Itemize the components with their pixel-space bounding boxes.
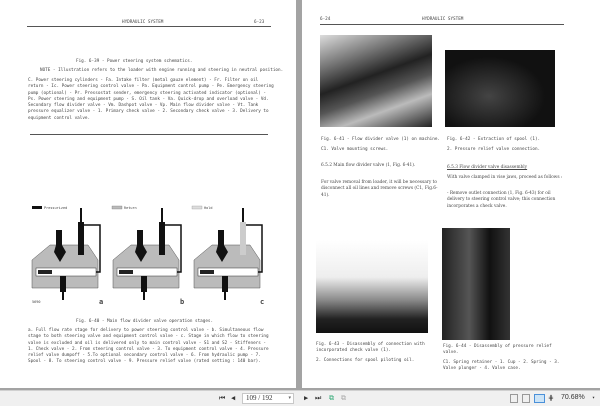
legend-return: Return [124,206,137,210]
page-header-title: HYDRAULIC SYSTEM [422,17,464,22]
continuous-view-icon[interactable] [522,394,530,403]
section-6-5-2-title: 6.5.2 Main flow divider valve (1, Fig. 6-41). [321,163,416,168]
viewer-toolbar [0,390,600,406]
diagram-ref: 5690 [32,300,41,304]
next-view-icon[interactable]: ⧉ [341,394,346,402]
fig-6-41-caption: Fig. 6-41 - Flow divider valve (1) on machine. [321,137,440,142]
next-page-icon[interactable]: ▶ [304,394,309,402]
figure-caption: Fig. 6-39 - Power steering system schematics. [76,59,193,64]
section-6-5-2-text: For valve removal from loader, it will be necessary to disconnect all oil lines and remove screws (C1, Fig.6-41). [321,180,438,198]
fig-6-44-caption: Fig. 6-44 - Disassembly of pressure relief valve. [443,344,552,356]
continuous-facing-view-icon[interactable]: ⋕ [548,394,554,402]
fig-6-42-caption: Fig. 6-42 - Extraction of spool (1). [447,137,541,142]
right-page [302,0,600,388]
chevron-down-icon[interactable]: ▾ [288,396,291,401]
section-6-5-3-text: With valve clamped in vise jaws, proceed as follows : [447,175,563,180]
note-text: NOTE - Illustration refers to the loader with engine running and steering in neutral position. [40,68,284,73]
valve-panel-c [194,208,262,300]
valve-panel-a [32,208,100,300]
zoom-level[interactable]: 70.68% [561,394,585,401]
single-page-view-icon[interactable] [510,394,518,403]
fig-6-43-text: 2. Connections for spool piloting oil. [316,358,415,363]
fig-6-41-text: C1. Valve mounting screws. [321,147,389,152]
panel-label-c: c [260,298,265,306]
zoom-dropdown-icon[interactable]: ▾ [592,395,596,401]
legend-hold: Hold [204,206,213,210]
section-6-5-3-title: 6.5.3 Flow divider valve disassembly [447,165,528,170]
panel-label-a: a [99,298,104,306]
previous-view-icon[interactable]: ⧉ [329,394,334,402]
page-header-title: HYDRAULIC SYSTEM [122,20,164,25]
photo-fig-6-44 [442,228,510,340]
previous-page-icon[interactable]: ◀ [231,394,236,402]
last-page-icon[interactable]: ⏭ [315,394,322,402]
legend-text: C. Power steering cylinders - Fa. Intake filter (metal gauze element) - Fr. Filter on oil return - Ic. Power steering control valve - Pa. Equipment control pump - Pe. Emergency steering pump (optional) - Pr. Pressostat sender, emergency steering activated indicator (optional) - Ps. Power steering and equipment pump - S. Oil tank - Va. Quick-drop and overload valve - Vd. Secondary flow divider valve - Vm. Dashpot valve - Vp. Main flow divider valve - Vt. Tank pressure equalizer valve - 1. Primary check valve - 2. Secondary check valve - 3. Delivery to equipment control valve. [28,78,274,121]
valve-panel-b [113,208,181,300]
panel-label-b: b [180,298,185,306]
figure-2-text: a. Full flow rate stage for delivery to power steering control valve - b. Simultaneous flow stage to both steering valve and equipment control valve - c. Stage in which flow to steering valve is excluded and oil is delivered only to main control valve - S1 and S2 - Stiffeners - 1. Check valve - 2. From steering control valve - 3. To equipment control valve - 4. Pressure relief valve dumpoff - 5.To optional secondary control valve - 6. From hydraulic pump - 7. Spool - 8. To steering control valve - 9. Pressure relief valve (rated setting : 140 bar). [28,328,269,365]
page-number-input[interactable]: 109 / 192 ▾ [242,393,294,404]
section-6-5-3-item: - Remove outlet connection (1, Fig. 6-43) for oil delivery to steering control valve; this connection incorporates a check valve. [447,191,556,209]
photo-fig-6-43 [316,240,428,333]
page-number: 6-24 [320,17,331,22]
fig-6-42-text: 2. Pressure relief valve connection. [447,147,541,152]
left-page [0,0,296,388]
fig-6-43-caption: Fig. 6-43 - Disassembly of connection with incorporated check valve (1). [316,342,425,354]
fig-6-44-text: C1. Spring retainer - 1. Cup - 2. Spring - 3. Valve plunger - 4. Valve case. [443,360,560,372]
facing-view-icon[interactable] [534,394,545,403]
page-number: 6-23 [254,20,265,25]
figure-caption-2: Fig. 6-40 - Main flow divider valve operation stages. [76,319,214,324]
flow-divider-diagram [20,200,280,315]
photo-fig-6-41 [320,35,432,127]
legend-pressurized: Pressurized [44,206,68,210]
first-page-icon[interactable]: ⏮ [219,394,226,402]
photo-fig-6-42 [445,50,555,127]
